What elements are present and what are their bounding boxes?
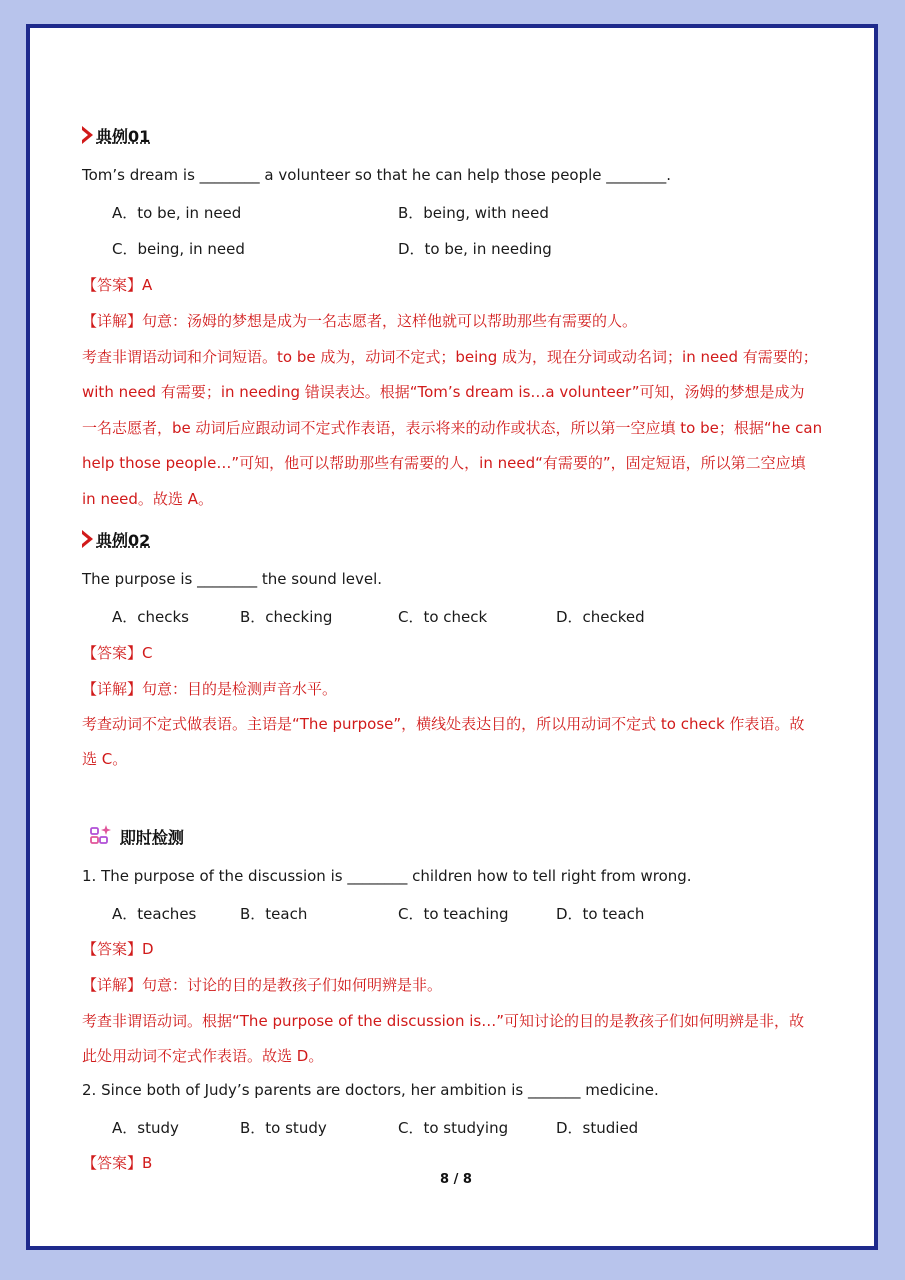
red-chevron-icon [82, 126, 93, 144]
explanation-line: 考查非谓语动词和介词短语。to be 成为，动词不定式；being 成为，现在分词或动名词；in need 有需要的； [82, 348, 818, 366]
option-a: A．study [112, 1119, 179, 1137]
option-a: A．teaches [112, 905, 197, 923]
option-c: C．to check [398, 608, 488, 626]
option-a: A．to be, in need [112, 204, 242, 222]
example-02-heading: 典例02 [96, 531, 151, 550]
example-02-question: The purpose is ________ the sound level. [82, 570, 383, 588]
option-d: D．to teach [556, 905, 645, 923]
option-c: C．to teaching [398, 905, 509, 923]
explanation-line: 【详解】句意：讨论的目的是教孩子们如何明辨是非。 [82, 976, 443, 994]
answer-label: 【答案】B [82, 1154, 153, 1172]
example-01-question: Tom’s dream is ________ a volunteer so that he can help those people ________. [82, 166, 672, 184]
option-b: B．to study [240, 1119, 327, 1137]
explanation-line: 此处用动词不定式作表语。故选 D。 [82, 1047, 324, 1065]
answer-label: 【答案】C [82, 644, 153, 662]
explanation-line: 【详解】句意：目的是检测声音水平。 [82, 680, 338, 698]
quick-check-heading: 即时检测 [120, 828, 185, 847]
answer-label: 【答案】D [82, 940, 154, 958]
example-01-heading: 典例01 [96, 127, 151, 146]
option-d: D．checked [556, 608, 645, 626]
explanation-line: 考查动词不定式做表语。主语是“The purpose”，横线处表达目的，所以用动词不定式 to check 作表语。故 [82, 715, 805, 733]
explanation-line: 考查非谓语动词。根据“The purpose of the discussion is…”可知讨论的目的是教孩子们如何明辨是非，故 [82, 1012, 805, 1030]
option-b: B．teach [240, 905, 308, 923]
option-c: C．being, in need [112, 240, 245, 258]
explanation-line: in need。故选 A。 [82, 490, 213, 508]
check-question-2: 2. Since both of Judy’s parents are doctors, her ambition is _______ medicine. [82, 1081, 659, 1099]
explanation-line: 选 C。 [82, 750, 128, 768]
explanation-line: help those people…”可知，他可以帮助那些有需要的人，in need“有需要的”，固定短语，所以第二空应填 [82, 454, 806, 472]
option-c: C．to studying [398, 1119, 509, 1137]
explanation-line: 【详解】句意：汤姆的梦想是成为一名志愿者，这样他就可以帮助那些有需要的人。 [82, 312, 638, 330]
sparkle-grid-icon [88, 824, 114, 846]
option-d: D．to be, in needing [398, 240, 552, 258]
explanation-line: with need 有需要；in needing 错误表达。根据“Tom’s dream is…a volunteer”可知，汤姆的梦想是成为 [82, 383, 805, 401]
option-a: A．checks [112, 608, 189, 626]
check-question-1: 1. The purpose of the discussion is ________ children how to tell right from wrong. [82, 867, 692, 885]
answer-label: 【答案】A [82, 276, 153, 294]
red-chevron-icon [82, 530, 93, 548]
page-number: 8 / 8 [440, 1172, 472, 1187]
option-d: D．studied [556, 1119, 639, 1137]
explanation-line: 一名志愿者，be 动词后应跟动词不定式作表语，表示将来的动作或状态，所以第一空应填 to be；根据“he can [82, 419, 823, 437]
option-b: B．being, with need [398, 204, 549, 222]
option-b: B．checking [240, 608, 333, 626]
document-page [26, 24, 878, 1250]
